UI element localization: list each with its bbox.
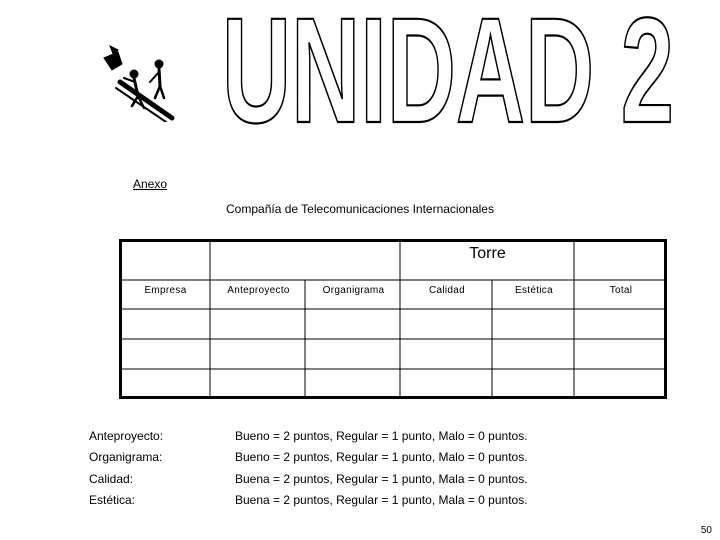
criterion-label: Estética:: [89, 493, 136, 507]
col-header-organigrama: Organigrama: [322, 285, 385, 296]
workers-carrying-beam-icon: [100, 44, 180, 122]
criterion-desc: Buena = 2 puntos, Regular = 1 punto, Mala = 0 puntos.: [235, 493, 528, 507]
criterion-label: Anteproyecto:: [89, 429, 164, 443]
page-number: 50: [700, 525, 712, 536]
anexo-label: Anexo: [133, 177, 168, 191]
col-header-empresa: Empresa: [144, 285, 187, 296]
col-header-anteproyecto: Anteproyecto: [227, 285, 290, 296]
col-header-total: Total: [609, 285, 633, 296]
criterion-label: Calidad:: [89, 472, 134, 486]
criterion-desc: Buena = 2 puntos, Regular = 1 punto, Mala = 0 puntos.: [235, 472, 528, 486]
score-table: [119, 239, 667, 399]
criterion-desc: Bueno = 2 puntos, Regular = 1 punto, Malo = 0 puntos.: [235, 429, 528, 443]
col-header-estetica: Estética: [515, 285, 553, 296]
criterion-desc: Bueno = 2 puntos, Regular = 1 punto, Malo = 0 puntos.: [235, 450, 528, 464]
company-name: Compañía de Telecomunicaciones Internacionales: [226, 202, 494, 216]
col-header-calidad: Calidad: [428, 285, 465, 296]
unit-title: [218, 4, 678, 144]
criterion-label: Organigrama:: [89, 450, 163, 464]
unit-title-text: UNIDAD 2: [222, 4, 674, 144]
group-header-torre: Torre: [469, 245, 506, 262]
